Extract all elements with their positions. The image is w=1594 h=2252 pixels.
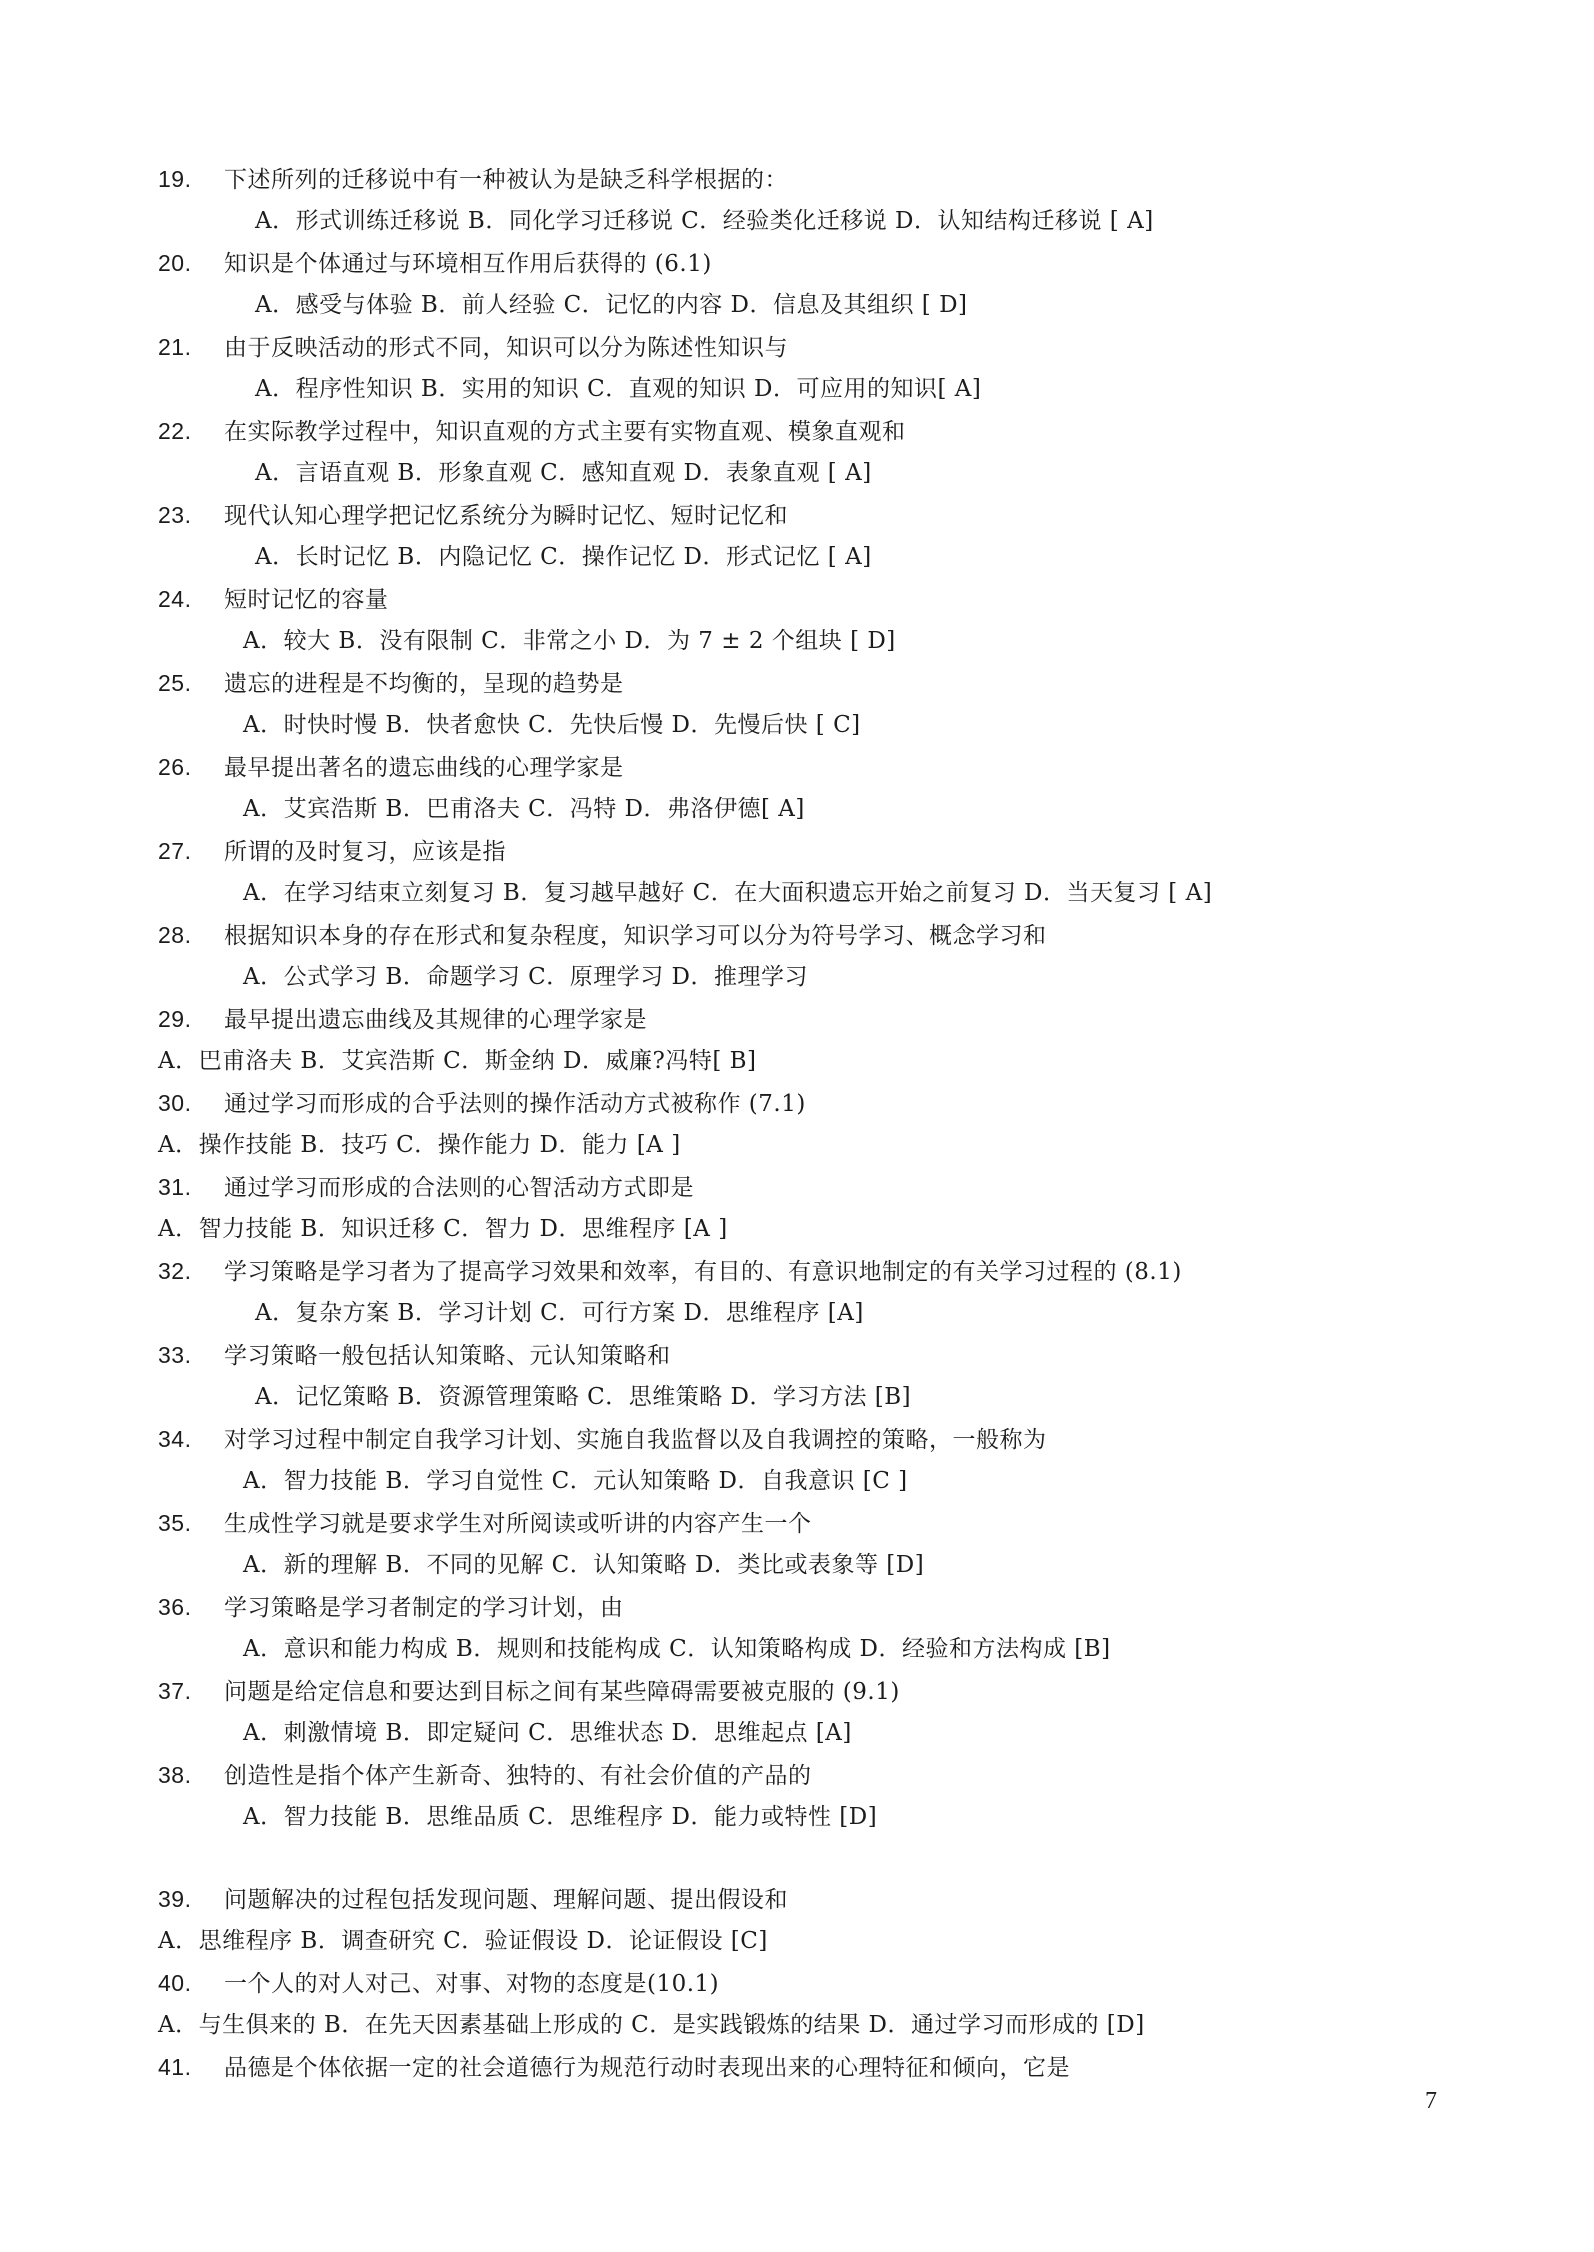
- question-line: [158, 1885, 788, 1914]
- question-text: 下述所列的迁移说中有一种被认为是缺乏科学根据的：: [224, 167, 788, 193]
- question-text: 所谓的及时复习，应该是指: [224, 839, 506, 865]
- question-number: 19.: [158, 166, 192, 192]
- answer-options: A．新的理解 B．不同的见解 C．认知策略 D．类比或表象等 [D]: [243, 1552, 925, 1578]
- question-line: [158, 921, 1047, 950]
- options-line: [243, 795, 805, 823]
- question-text: 学习策略一般包括认知策略、元认知策略和: [224, 1343, 671, 1369]
- options-line: [243, 1551, 924, 1579]
- question-text: 通过学习而形成的合法则的心智活动方式即是: [224, 1175, 694, 1201]
- options-line: [158, 1131, 681, 1159]
- question-line: [158, 333, 788, 362]
- question-line: [158, 249, 712, 278]
- question-line: [158, 1341, 671, 1370]
- options-line: [255, 207, 1154, 235]
- answer-options: A．艾宾浩斯 B．巴甫洛夫 C．冯特 D．弗洛伊德[ A]: [243, 796, 805, 822]
- question-text: 问题是给定信息和要达到目标之间有某些障碍需要被克服的 (9.1): [224, 1679, 900, 1705]
- options-line: [243, 879, 1212, 907]
- question-line: [158, 1761, 812, 1790]
- question-text: 学习策略是学习者为了提高学习效果和效率，有目的、有意识地制定的有关学习过程的 (8.1): [224, 1259, 1182, 1285]
- question-text: 由于反映活动的形式不同，知识可以分为陈述性知识与: [224, 335, 788, 361]
- question-line: [158, 417, 906, 446]
- answer-options: A．感受与体验 B．前人经验 C．记忆的内容 D．信息及其组织 [ D]: [255, 292, 968, 318]
- options-line: [243, 1467, 908, 1495]
- options-line: [243, 1719, 852, 1747]
- question-text: 问题解决的过程包括发现问题、理解问题、提出假设和: [224, 1887, 788, 1913]
- question-text: 最早提出著名的遗忘曲线的心理学家是: [224, 755, 624, 781]
- question-line: [158, 669, 624, 698]
- options-line: [255, 291, 968, 319]
- question-text: 短时记忆的容量: [224, 587, 389, 613]
- answer-options: A．公式学习 B．命题学习 C．原理学习 D．推理学习: [243, 964, 808, 990]
- question-line: [158, 1005, 647, 1034]
- question-text: 品德是个体依据一定的社会道德行为规范行动时表现出来的心理特征和倾向，它是: [224, 2055, 1070, 2081]
- question-text: 在实际教学过程中，知识直观的方式主要有实物直观、模象直观和: [224, 419, 906, 445]
- options-line: [158, 1927, 768, 1955]
- options-line: [158, 1047, 756, 1075]
- answer-options: A．复杂方案 B．学习计划 C．可行方案 D．思维程序 [A]: [255, 1300, 864, 1326]
- question-line: [158, 501, 788, 530]
- question-number: 35.: [158, 1510, 192, 1536]
- question-text: 现代认知心理学把记忆系统分为瞬时记忆、短时记忆和: [224, 503, 788, 529]
- question-text: 对学习过程中制定自我学习计划、实施自我监督以及自我调控的策略，一般称为: [224, 1427, 1047, 1453]
- question-number: 28.: [158, 922, 192, 948]
- options-line: [243, 1635, 1111, 1663]
- question-number: 27.: [158, 838, 192, 864]
- answer-options: A．时快时慢 B．快者愈快 C．先快后慢 D．先慢后快 [ C]: [243, 712, 861, 738]
- answer-options: A．智力技能 B．学习自觉性 C．元认知策略 D．自我意识 [C ]: [243, 1468, 908, 1494]
- answer-options: A．智力技能 B．知识迁移 C．智力 D．思维程序 [A ]: [158, 1216, 728, 1242]
- answer-options: A．形式训练迁移说 B．同化学习迁移说 C．经验类化迁移说 D．认知结构迁移说 [ A]: [255, 208, 1154, 234]
- question-line: [158, 1173, 694, 1202]
- question-text: 遗忘的进程是不均衡的，呈现的趋势是: [224, 671, 624, 697]
- question-line: [158, 1593, 624, 1622]
- answer-options: A．较大 B．没有限制 C．非常之小 D．为 7 ± 2 个组块 [ D]: [243, 628, 896, 654]
- question-number: 36.: [158, 1594, 192, 1620]
- answer-options: A．思维程序 B．调查研究 C．验证假设 D．论证假设 [C]: [158, 1928, 768, 1954]
- answer-options: A．刺激情境 B．即定疑问 C．思维状态 D．思维起点 [A]: [243, 1720, 852, 1746]
- question-number: 30.: [158, 1090, 192, 1116]
- answer-options: A．意识和能力构成 B．规则和技能构成 C．认知策略构成 D．经验和方法构成 [B]: [243, 1636, 1111, 1662]
- question-text: 通过学习而形成的合乎法则的操作活动方式被称作 (7.1): [224, 1091, 806, 1117]
- options-line: [255, 375, 981, 403]
- question-number: 21.: [158, 334, 192, 360]
- question-number: 33.: [158, 1342, 192, 1368]
- answer-options: A．智力技能 B．思维品质 C．思维程序 D．能力或特性 [D]: [243, 1804, 878, 1830]
- question-number: 24.: [158, 586, 192, 612]
- options-line: [158, 1215, 728, 1243]
- answer-options: A．与生俱来的 B．在先天因素基础上形成的 C．是实践锻炼的结果 D．通过学习而形成的 [D]: [158, 2012, 1145, 2038]
- question-number: 25.: [158, 670, 192, 696]
- question-number: 38.: [158, 1762, 192, 1788]
- options-line: [243, 711, 861, 739]
- question-text: 最早提出遗忘曲线及其规律的心理学家是: [224, 1007, 647, 1033]
- question-number: 22.: [158, 418, 192, 444]
- question-number: 39.: [158, 1886, 192, 1912]
- question-line: [158, 837, 506, 866]
- question-text: 一个人的对人对己、对事、对物的态度是(10.1): [224, 1971, 720, 1997]
- answer-options: A．在学习结束立刻复习 B．复习越早越好 C．在大面积遗忘开始之前复习 D．当天复习 [ A]: [243, 880, 1213, 906]
- question-number: 26.: [158, 754, 192, 780]
- question-number: 23.: [158, 502, 192, 528]
- options-line: [243, 963, 808, 991]
- question-line: [158, 1509, 812, 1538]
- question-number: 41.: [158, 2054, 192, 2080]
- question-text: 根据知识本身的存在形式和复杂程度，知识学习可以分为符号学习、概念学习和: [224, 923, 1047, 949]
- question-line: [158, 165, 788, 194]
- answer-options: A．操作技能 B．技巧 C．操作能力 D．能力 [A ]: [158, 1132, 681, 1158]
- answer-options: A．长时记忆 B．内隐记忆 C．操作记忆 D．形式记忆 [ A]: [255, 544, 872, 570]
- question-number: 32.: [158, 1258, 192, 1284]
- question-line: [158, 1089, 806, 1118]
- answer-options: A．巴甫洛夫 B．艾宾浩斯 C．斯金纳 D．威廉?冯特[ B]: [158, 1048, 757, 1074]
- question-number: 20.: [158, 250, 192, 276]
- question-line: [158, 585, 389, 614]
- question-number: 37.: [158, 1678, 192, 1704]
- options-line: [255, 1299, 864, 1327]
- question-line: [158, 753, 624, 782]
- question-text: 学习策略是学习者制定的学习计划，由: [224, 1595, 624, 1621]
- options-line: [255, 459, 872, 487]
- question-line: [158, 1969, 719, 1998]
- answer-options: A．程序性知识 B．实用的知识 C．直观的知识 D．可应用的知识[ A]: [255, 376, 982, 402]
- options-line: [158, 2011, 1145, 2039]
- page-number: 7: [1425, 2088, 1437, 2114]
- question-line: [158, 1677, 900, 1706]
- options-line: [243, 1803, 877, 1831]
- answer-options: A．言语直观 B．形象直观 C．感知直观 D．表象直观 [ A]: [255, 460, 872, 486]
- question-number: 34.: [158, 1426, 192, 1452]
- question-number: 31.: [158, 1174, 192, 1200]
- options-line: [255, 1383, 911, 1411]
- question-number: 40.: [158, 1970, 192, 1996]
- question-number: 29.: [158, 1006, 192, 1032]
- question-line: [158, 1257, 1182, 1286]
- options-line: [243, 627, 896, 655]
- question-text: 知识是个体通过与环境相互作用后获得的 (6.1): [224, 251, 712, 277]
- answer-options: A．记忆策略 B．资源管理策略 C．思维策略 D．学习方法 [B]: [255, 1384, 912, 1410]
- question-text: 创造性是指个体产生新奇、独特的、有社会价值的产品的: [224, 1763, 812, 1789]
- question-line: [158, 2053, 1070, 2082]
- question-line: [158, 1425, 1047, 1454]
- question-text: 生成性学习就是要求学生对所阅读或听讲的内容产生一个: [224, 1511, 812, 1537]
- options-line: [255, 543, 872, 571]
